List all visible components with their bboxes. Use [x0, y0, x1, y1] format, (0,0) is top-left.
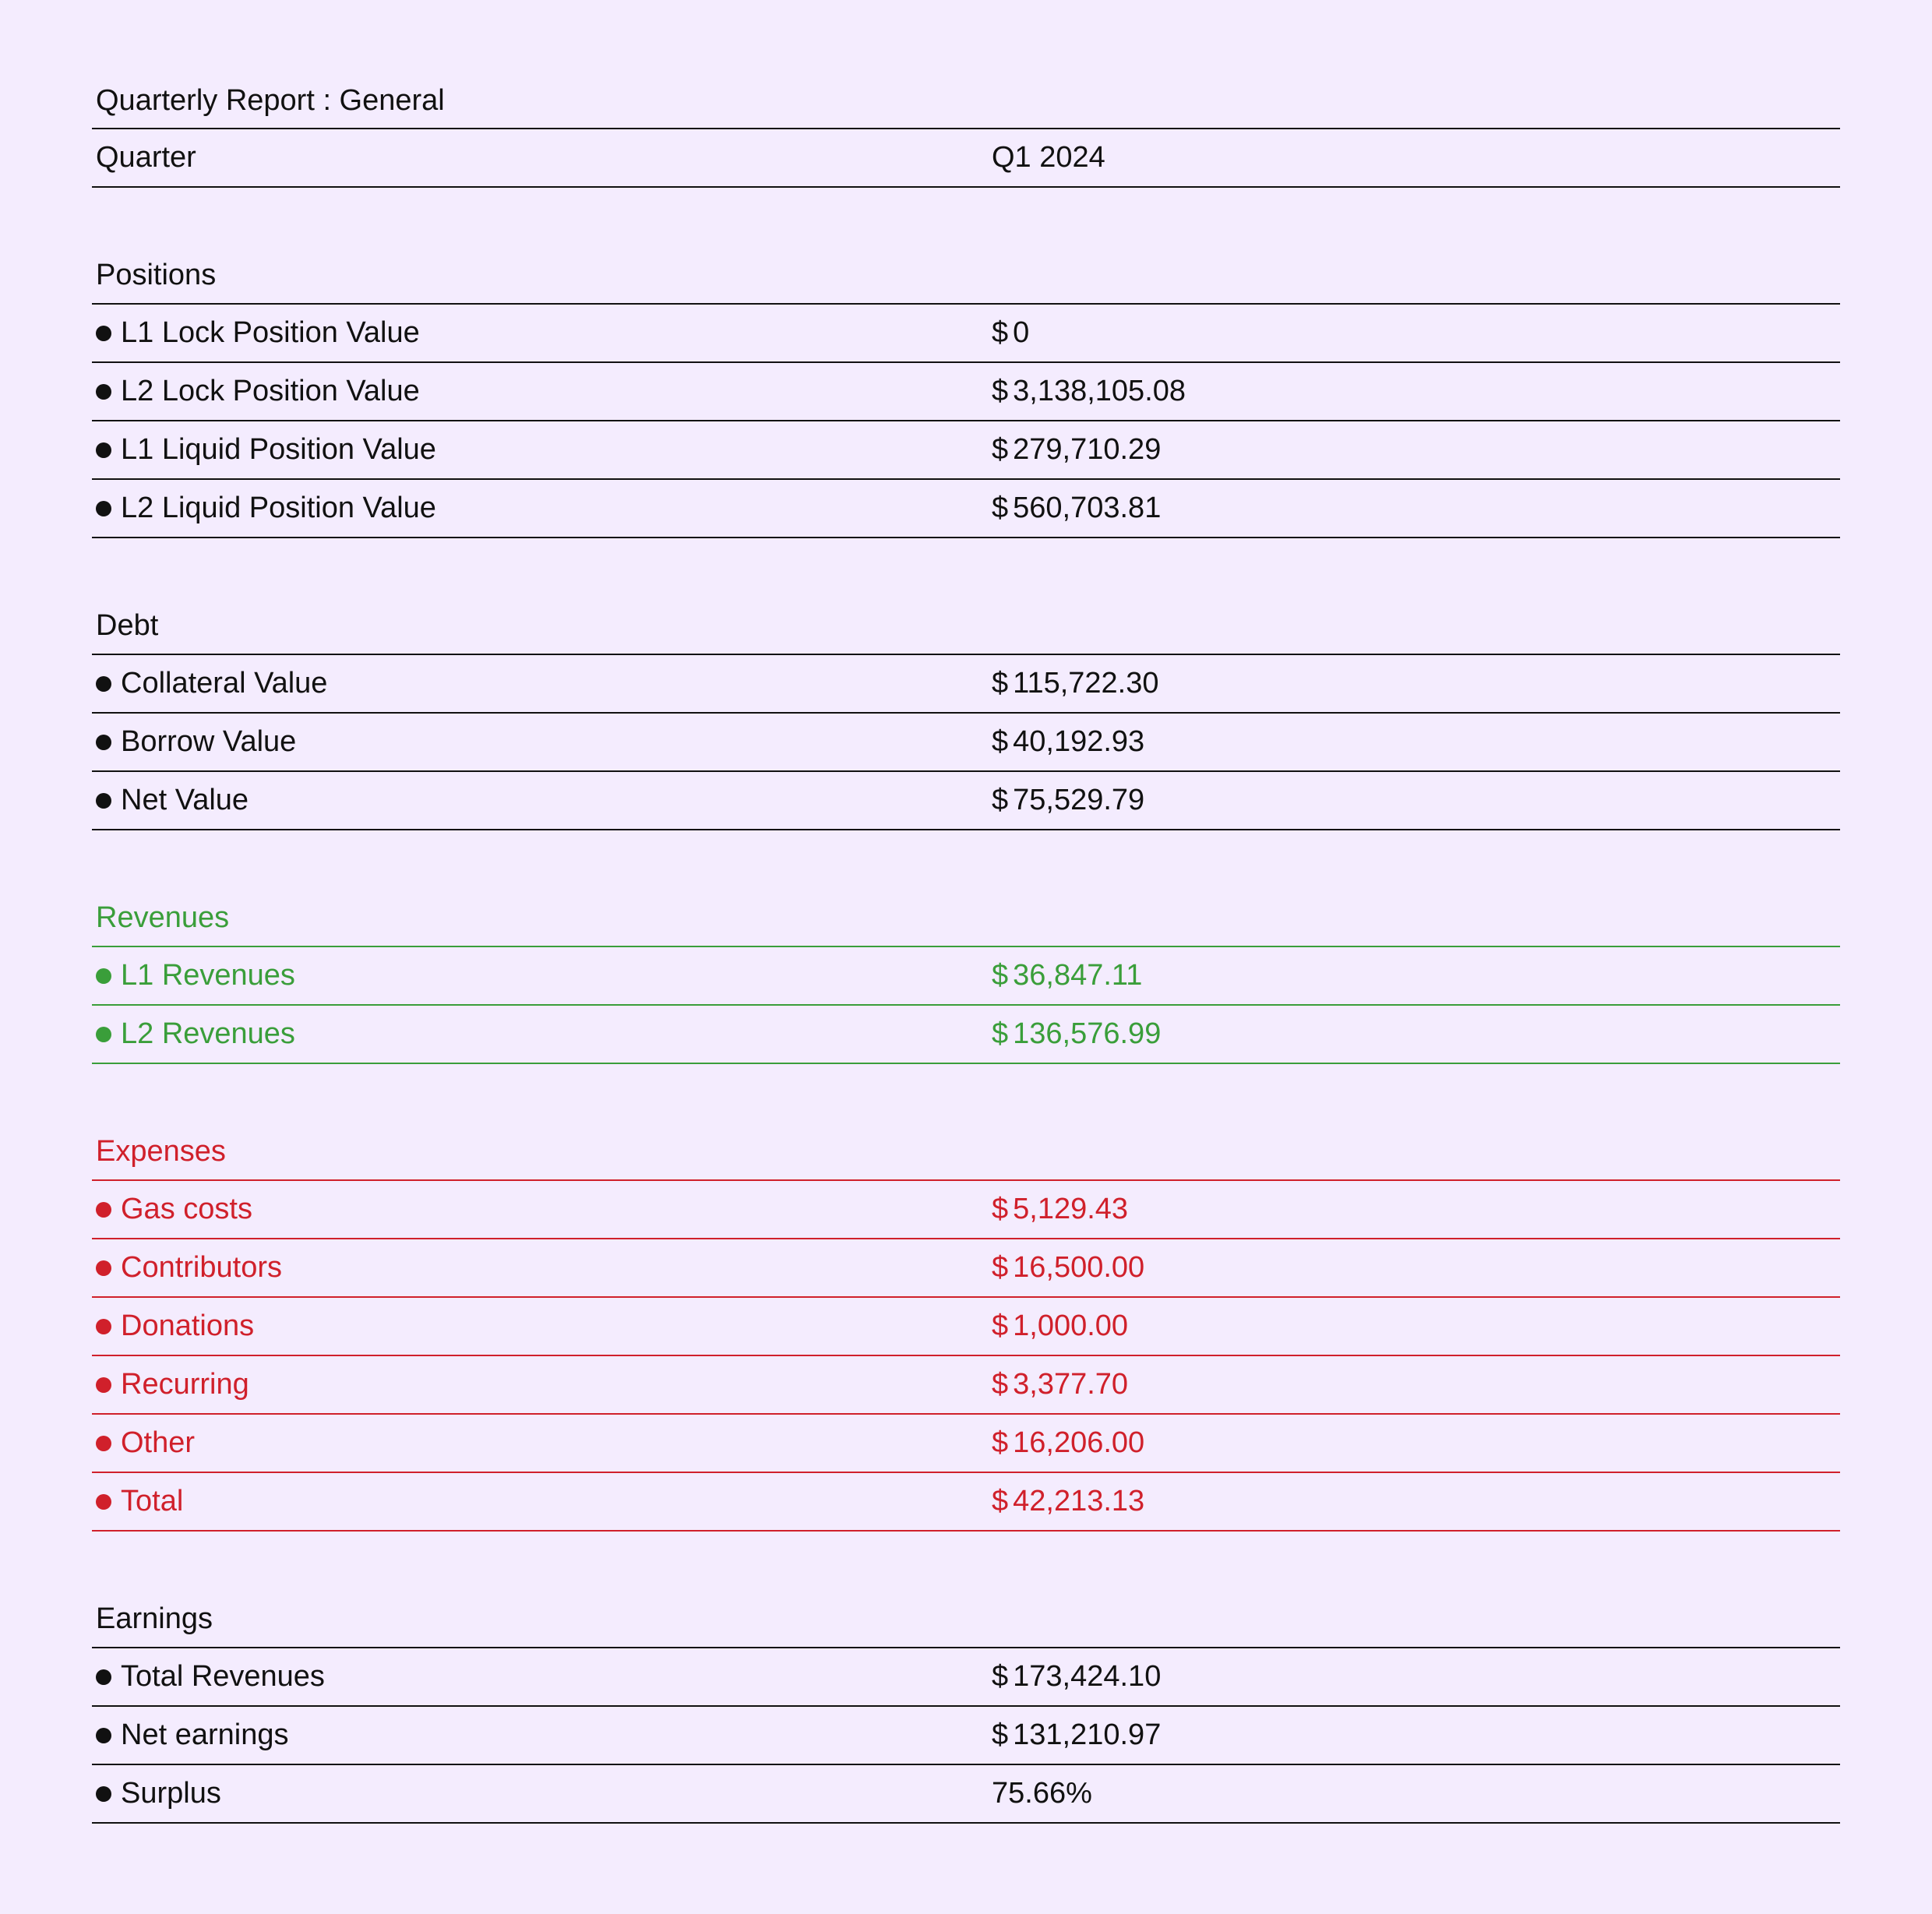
table-row: [92, 363, 1840, 421]
row-label: Donations: [121, 1309, 255, 1342]
row-label: Surplus: [121, 1777, 221, 1810]
row-value: 131,210.97: [1013, 1718, 1162, 1751]
bullet-icon: [96, 1669, 111, 1685]
table-row: [92, 1356, 1840, 1415]
row-label: Borrow Value: [121, 725, 297, 758]
currency-sign: $: [992, 667, 1009, 700]
bullet-icon: [96, 384, 111, 400]
positions-title: Positions: [92, 246, 1840, 305]
earnings-section: [92, 1590, 1840, 1824]
table-row: [92, 714, 1840, 772]
table-row: [92, 947, 1840, 1006]
currency-sign: $: [992, 1193, 1009, 1225]
bullet-icon: [96, 326, 111, 341]
row-value: 36,847.11: [1013, 959, 1143, 992]
quarterly-report: [92, 72, 1840, 1824]
currency-sign: $: [992, 959, 1009, 992]
currency-sign: $: [992, 1485, 1009, 1517]
bullet-icon: [96, 735, 111, 750]
table-row: [92, 480, 1840, 538]
currency-sign: $: [992, 1368, 1009, 1401]
row-value: 0: [1013, 316, 1030, 349]
bullet-icon: [96, 1027, 111, 1042]
bullet-icon: [96, 442, 111, 458]
table-row: [92, 421, 1840, 480]
revenues-section: [92, 889, 1840, 1064]
table-row: [92, 1239, 1840, 1298]
row-label: Net earnings: [121, 1718, 289, 1751]
table-row: [92, 305, 1840, 363]
revenues-title: Revenues: [92, 889, 1840, 947]
table-row: [92, 1765, 1840, 1824]
row-value: 3,377.70: [1013, 1368, 1129, 1401]
bullet-icon: [96, 1786, 111, 1802]
expenses-section: [92, 1123, 1840, 1532]
row-label: L1 Liquid Position Value: [121, 433, 436, 466]
currency-sign: $: [992, 1718, 1009, 1751]
currency-sign: $: [992, 316, 1009, 349]
quarter-value: Q1 2024: [992, 141, 1105, 174]
table-row: [92, 1298, 1840, 1356]
row-value: 115,722.30: [1013, 667, 1159, 700]
table-row: [92, 1473, 1840, 1532]
bullet-icon: [96, 968, 111, 984]
table-row: [92, 1415, 1840, 1473]
earnings-title: Earnings: [92, 1590, 1840, 1648]
row-label: Contributors: [121, 1251, 282, 1284]
table-row: [92, 772, 1840, 830]
row-value: 560,703.81: [1013, 492, 1162, 524]
quarter-label: Quarter: [96, 141, 196, 174]
row-label: Recurring: [121, 1368, 249, 1401]
currency-sign: $: [992, 433, 1009, 466]
row-label: L2 Lock Position Value: [121, 375, 420, 407]
bullet-icon: [96, 1728, 111, 1743]
bullet-icon: [96, 1436, 111, 1451]
row-label: L2 Revenues: [121, 1017, 295, 1050]
bullet-icon: [96, 501, 111, 516]
row-value: 16,206.00: [1013, 1426, 1145, 1459]
currency-sign: $: [992, 492, 1009, 524]
row-value: 75,529.79: [1013, 784, 1145, 816]
table-row: [92, 1181, 1840, 1239]
currency-sign: $: [992, 1309, 1009, 1342]
row-value: 16,500.00: [1013, 1251, 1145, 1284]
currency-sign: $: [992, 725, 1009, 758]
expenses-title: Expenses: [92, 1123, 1840, 1181]
bullet-icon: [96, 1377, 111, 1393]
row-label: L1 Lock Position Value: [121, 316, 420, 349]
row-label: Total: [121, 1485, 184, 1517]
bullet-icon: [96, 1202, 111, 1218]
row-label: Gas costs: [121, 1193, 252, 1225]
row-value: 3,138,105.08: [1013, 375, 1186, 407]
table-row: [92, 1648, 1840, 1707]
currency-sign: $: [992, 375, 1009, 407]
row-label: Collateral Value: [121, 667, 328, 700]
bullet-icon: [96, 1260, 111, 1276]
row-value: 40,192.93: [1013, 725, 1145, 758]
bullet-icon: [96, 793, 111, 809]
row-label: Net Value: [121, 784, 249, 816]
bullet-icon: [96, 1494, 111, 1510]
positions-section: [92, 246, 1840, 538]
row-label: L1 Revenues: [121, 959, 295, 992]
currency-sign: $: [992, 1660, 1009, 1693]
bullet-icon: [96, 676, 111, 692]
row-label: Total Revenues: [121, 1660, 325, 1693]
row-value: 5,129.43: [1013, 1193, 1129, 1225]
debt-title: Debt: [92, 597, 1840, 655]
row-value: 136,576.99: [1013, 1017, 1162, 1050]
row-value: 279,710.29: [1013, 433, 1162, 466]
currency-sign: $: [992, 1251, 1009, 1284]
row-value: 1,000.00: [1013, 1309, 1129, 1342]
currency-sign: $: [992, 1017, 1009, 1050]
table-row: [92, 1707, 1840, 1765]
table-row: [92, 1006, 1840, 1064]
row-value: 42,213.13: [1013, 1485, 1145, 1517]
row-label: L2 Liquid Position Value: [121, 492, 436, 524]
row-label: Other: [121, 1426, 196, 1459]
quarter-row: [92, 129, 1840, 188]
currency-sign: $: [992, 784, 1009, 816]
debt-section: [92, 597, 1840, 830]
table-row: [92, 655, 1840, 714]
row-value: 173,424.10: [1013, 1660, 1162, 1693]
row-value: 75.66%: [992, 1777, 1092, 1810]
bullet-icon: [96, 1319, 111, 1334]
report-title: Quarterly Report : General: [92, 72, 1840, 129]
currency-sign: $: [992, 1426, 1009, 1459]
